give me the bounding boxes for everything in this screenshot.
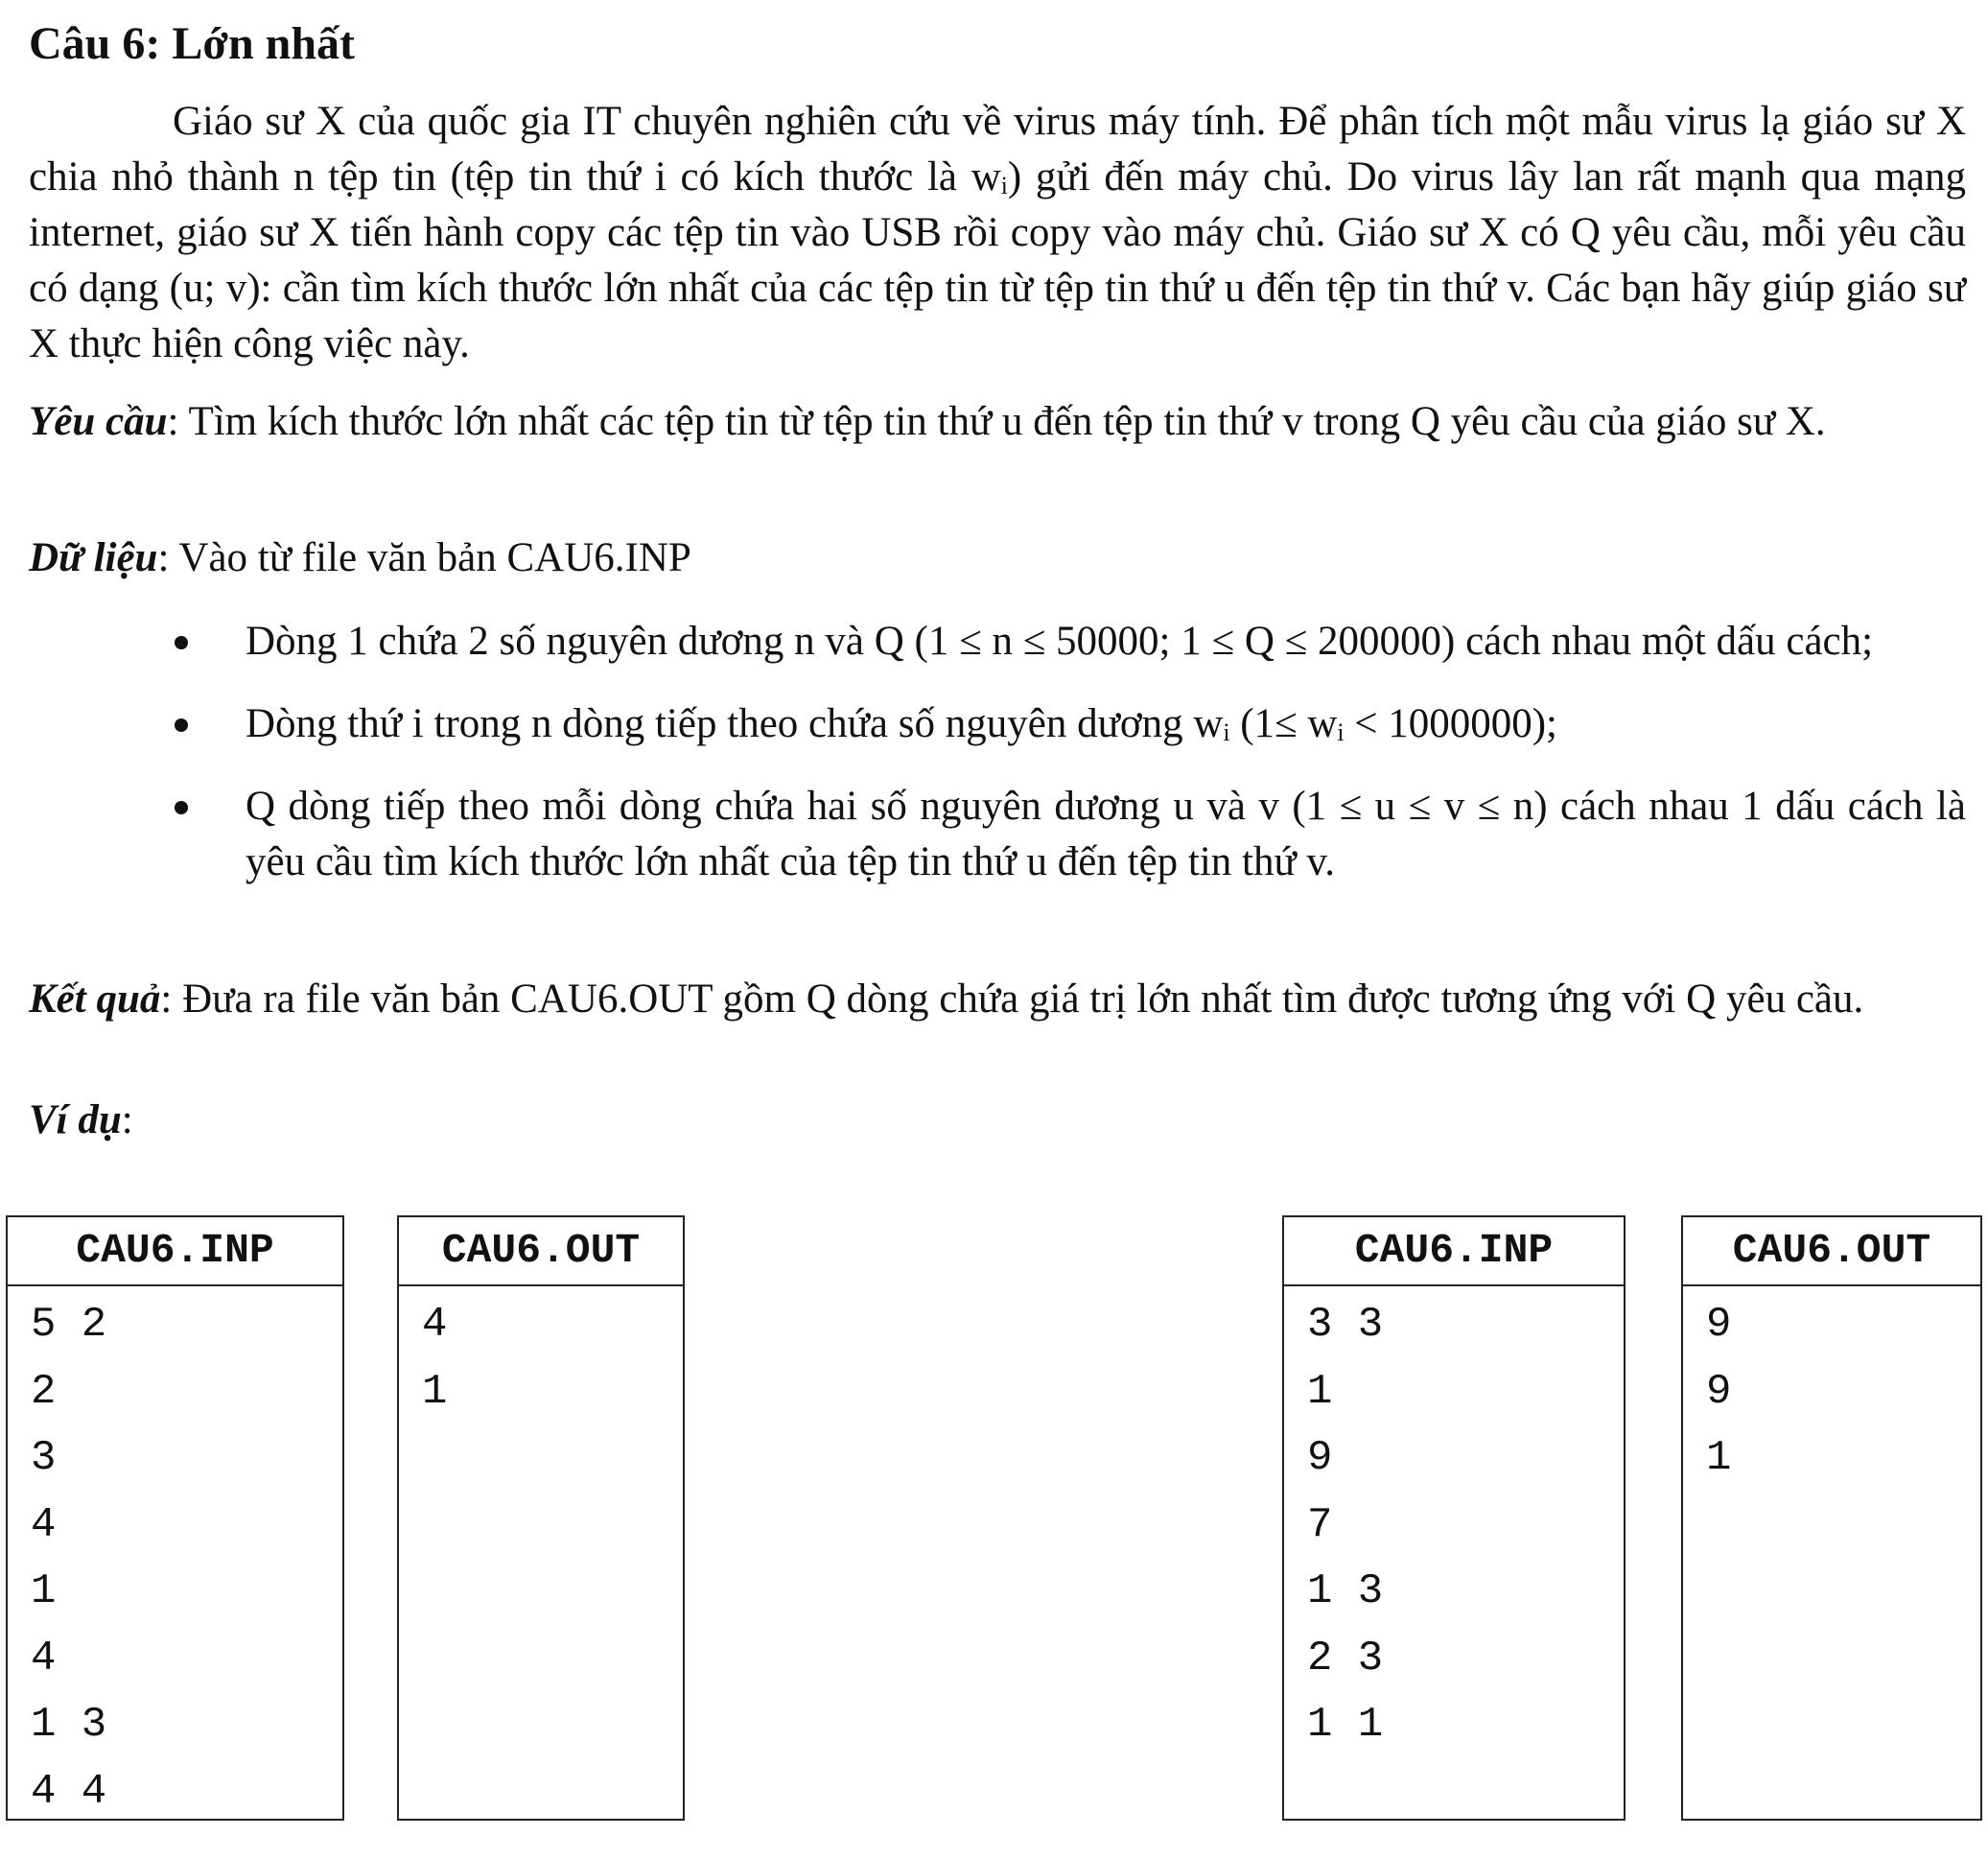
sample-line: 3 xyxy=(31,1434,57,1482)
sample-line: 2 3 xyxy=(1307,1634,1384,1683)
sample-line: 1 xyxy=(31,1567,57,1615)
sample-box-header: CAU6.INP xyxy=(1284,1217,1624,1286)
input-label: Dữ liệu xyxy=(29,535,158,580)
sample-2-input-box xyxy=(1282,1215,1625,1821)
problem-intro: Giáo sư X của quốc gia IT chuyên nghiên cứu về virus máy tính. Để phân tích một mẫu virus lạ giáo sư X chia nhỏ thành n tệp tin (tệp tin thứ i có kích thước là wᵢ) gửi đến máy chủ. Do virus lây lan rất mạnh qua mạng internet, giáo sư X tiến hành copy các tệp tin vào USB rồi copy vào máy chủ. Giáo sư X có Q yêu cầu, mỗi yêu cầu có dạng (u; v): cần tìm kích thước lớn nhất của các tệp tin từ tệp tin thứ u đến tệp tin thứ v. Các bạn hãy giúp giáo sư X thực hiện công việc này. xyxy=(29,99,1966,366)
input-bullet-text: Q dòng tiếp theo mỗi dòng chứa hai số nguyên dương u và v (1 ≤ u ≤ v ≤ n) cách nhau 1 dấu cách là yêu cầu tìm kích thước lớn nhất của tệp tin thứ u đến tệp tin thứ v. xyxy=(246,784,1966,884)
input-bullet-text: Dòng thứ i trong n dòng tiếp theo chứa số nguyên dương wᵢ (1≤ wᵢ < 1000000); xyxy=(246,701,1557,746)
sample-2-output-box xyxy=(1681,1215,1982,1821)
input-bullet-item xyxy=(29,614,1966,670)
sample-box-header: CAU6.OUT xyxy=(1683,1217,1980,1286)
requirement-label: Yêu cầu xyxy=(29,399,168,444)
input-bullet-item xyxy=(29,779,1966,890)
problem-title: Câu 6: Lớn nhất xyxy=(29,18,356,69)
sample-box-body xyxy=(1683,1286,1980,1493)
sample-line: 4 xyxy=(31,1500,57,1549)
sample-line: 3 3 xyxy=(1307,1301,1384,1349)
sample-line: 1 xyxy=(1706,1434,1732,1482)
bullet-icon xyxy=(175,718,188,732)
input-bullet-text: Dòng 1 chứa 2 số nguyên dương n và Q (1 ≤ n ≤ 50000; 1 ≤ Q ≤ 200000) cách nhau một dấu cách; xyxy=(246,619,1874,664)
sample-line: 2 xyxy=(31,1367,57,1416)
sample-line: 1 3 xyxy=(1307,1567,1384,1615)
sample-1-input-box xyxy=(6,1215,344,1821)
requirement-section xyxy=(29,394,1966,450)
sample-line: 9 xyxy=(1706,1367,1732,1416)
sample-box-body xyxy=(399,1286,683,1425)
requirement-text: : Tìm kích thước lớn nhất các tệp tin từ tệp tin thứ u đến tệp tin thứ v trong Q yêu cầu của giáo sư X. xyxy=(167,399,1826,444)
sample-box-body xyxy=(8,1286,342,1825)
sample-line: 5 2 xyxy=(31,1301,107,1349)
bullet-icon xyxy=(175,801,188,814)
bullet-icon xyxy=(175,636,188,649)
output-text: : Đưa ra file văn bản CAU6.OUT gồm Q dòng chứa giá trị lớn nhất tìm được tương ứng với Q yêu cầu. xyxy=(160,977,1864,1022)
sample-line: 1 xyxy=(422,1367,448,1416)
sample-line: 1 1 xyxy=(1307,1701,1384,1749)
sample-line: 9 xyxy=(1706,1301,1732,1349)
output-section xyxy=(29,972,1966,1027)
sample-line: 4 xyxy=(422,1301,448,1349)
sample-line: 7 xyxy=(1307,1500,1333,1549)
sample-line: 4 4 xyxy=(31,1767,107,1816)
sample-line: 9 xyxy=(1307,1434,1333,1482)
sample-line: 1 3 xyxy=(31,1701,107,1749)
example-section xyxy=(29,1093,1966,1148)
sample-line: 4 xyxy=(31,1634,57,1683)
input-text: : Vào từ file văn bản CAU6.INP xyxy=(157,535,691,580)
sample-1-output-box xyxy=(397,1215,685,1821)
example-label: Ví dụ xyxy=(29,1097,122,1142)
sample-line: 1 xyxy=(1307,1367,1333,1416)
sample-box-header: CAU6.OUT xyxy=(399,1217,683,1286)
sample-box-body xyxy=(1284,1286,1624,1759)
input-bullet-list xyxy=(29,614,1966,890)
input-section xyxy=(29,530,1966,586)
output-label: Kết quả xyxy=(29,977,161,1022)
sample-box-header: CAU6.INP xyxy=(8,1217,342,1286)
example-text: : xyxy=(121,1097,133,1142)
input-bullet-item xyxy=(29,696,1966,752)
